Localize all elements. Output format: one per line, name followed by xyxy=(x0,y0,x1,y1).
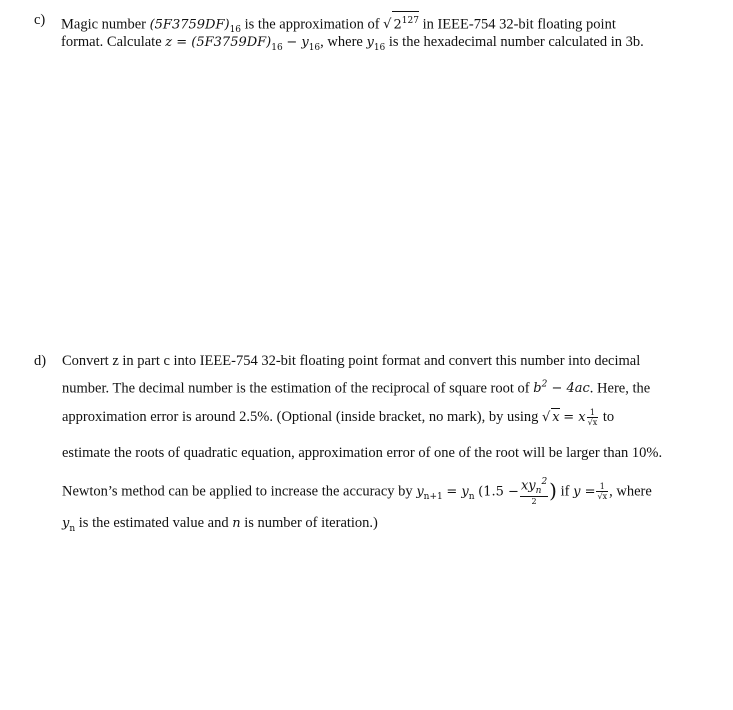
y-equals: y = xyxy=(573,484,596,500)
sqrt-x-expression: √ x xyxy=(542,410,560,425)
z-equation: z = (5F3759DF) xyxy=(165,35,272,50)
newton-fraction: $\frac{xy_n^2}{2}$ xyxy=(520,477,548,506)
part-d-text: Newton’s method can be applied to increase the accuracy by xyxy=(62,483,413,500)
part-d-text: approximation error is around 2.5%. (Optional (inside bracket, no mark), by using xyxy=(62,409,539,425)
part-c-line-2 xyxy=(61,33,644,57)
x-equals: = x xyxy=(563,410,586,425)
part-c-text: format. Calculate xyxy=(61,34,162,50)
newton-paren-close: ) xyxy=(549,478,557,503)
part-d-line-1: Convert z in part c into IEEE-754 32-bit floating point format and convert this number into decimal xyxy=(62,353,641,369)
magic-number: (5F3759DF) xyxy=(149,17,230,33)
part-d-line-6 xyxy=(62,514,378,538)
part-d-text: , where xyxy=(609,483,652,500)
part-d-text: is number of iteration.) xyxy=(244,515,378,531)
magic-number-base: 16 xyxy=(229,25,242,36)
part-d-line-4: estimate the roots of quadratic equation, approximation error of one of the root will be larger than 10%. xyxy=(62,445,663,461)
part-d-line-2 xyxy=(62,376,650,398)
z-equation-base: 16 xyxy=(271,42,283,53)
part-d-line-5 xyxy=(62,478,652,506)
newton-y: y xyxy=(416,484,424,500)
sqrt-expression: √ $2^{127}$ xyxy=(383,17,419,32)
part-d-text: . Here, the xyxy=(589,380,651,397)
part-d-line-3 xyxy=(62,408,614,427)
y-fraction: $\frac{1}{√x}$ xyxy=(597,482,608,502)
part-d-text: is the estimated value and xyxy=(78,515,229,531)
newton-paren-open: (1.5 − xyxy=(478,484,519,500)
if-word: if xyxy=(560,483,570,500)
part-c-text: is the approximation of xyxy=(244,16,380,33)
y-base: 16 xyxy=(308,42,321,53)
n-symbol: n xyxy=(232,516,241,531)
part-c-label: c) xyxy=(34,12,46,28)
y-minus: − y xyxy=(286,35,309,50)
part-c-text: is the hexadecimal number calculated in 3b. xyxy=(388,34,644,50)
yn-symbol: y xyxy=(62,516,70,531)
discriminant: $b^2 - 4ac$ xyxy=(533,380,590,397)
newton-eq: = y xyxy=(446,484,469,500)
yn-sub: n xyxy=(69,523,76,534)
newton-eq-sub: n xyxy=(468,492,475,503)
part-c-text: in IEEE-754 32-bit floating point xyxy=(422,16,616,33)
part-d-text: number. The decimal number is the estimation of the reciprocal of square root of xyxy=(62,380,530,397)
one-over-sqrt-x: $\frac{1}{√x}$ xyxy=(587,408,598,428)
part-d-label: d) xyxy=(34,353,47,369)
y-symbol: y xyxy=(366,35,374,50)
part-c-text: , where xyxy=(320,34,363,50)
newton-y-sub: n+1 xyxy=(423,492,443,503)
part-d-text: to xyxy=(602,409,615,425)
y-symbol-base: 16 xyxy=(373,42,386,53)
part-c-text: Magic number xyxy=(61,16,146,33)
